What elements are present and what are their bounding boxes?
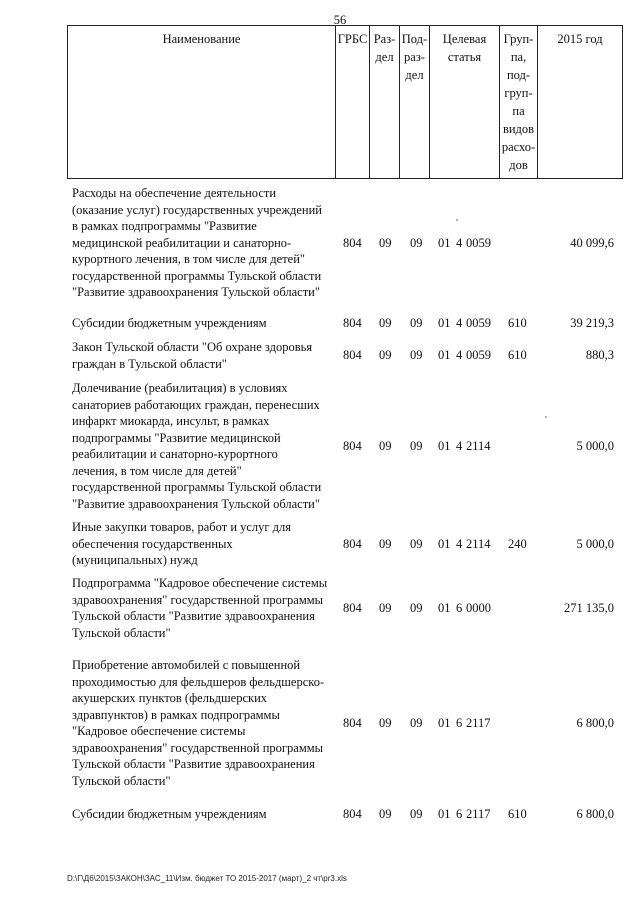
row-name-line: государственной программы Тульской области — [72, 268, 322, 283]
cell-grbs: 804 — [343, 236, 362, 250]
cell-podrazdel: 09 — [410, 601, 423, 615]
cell-cs-program: 01 — [438, 316, 451, 330]
cell-cs-subprogram: 6 — [456, 807, 463, 821]
row-name-line: подпрограммы "Развитие медицинской — [72, 430, 281, 445]
row-name-line: курортного лечения, в том числе для детей" — [72, 252, 306, 266]
row-name — [72, 380, 340, 512]
header-gruppa-line: Груп- — [503, 32, 534, 46]
cell-sum: 40 099,6 — [570, 236, 614, 250]
cell-cs-direction: 2114 — [466, 439, 491, 453]
cell-cs-program: 01 — [438, 348, 451, 362]
row-name-line: (муниципальных) нужд — [72, 553, 198, 567]
table-row — [72, 575, 616, 642]
row-name-line: (оказание услуг) государственных учреждений — [72, 202, 322, 217]
cell-vr: 610 — [508, 348, 527, 362]
row-name-line: проходимостью для фельдшеров фельдшерско- — [72, 674, 325, 689]
header-gruppa — [499, 26, 537, 178]
cell-cs-direction: 0059 — [466, 316, 491, 330]
scan-speck — [545, 416, 547, 418]
header-razdel-line: Раз- — [373, 32, 396, 46]
row-name-line: акушерских пунктов (фельдшерских — [72, 691, 268, 705]
cell-cs-subprogram: 4 — [456, 236, 463, 250]
row-name — [72, 519, 340, 569]
cell-sum: 6 800,0 — [576, 716, 614, 730]
row-name-line: здравпунктов) в рамках подпрограммы — [72, 707, 280, 722]
row-name-line: Расходы на обеспечение деятельности — [72, 186, 277, 200]
row-name-line: инфаркт миокарда, инсульт, в рамках — [72, 414, 270, 428]
header-grbs — [335, 26, 369, 178]
table-header — [67, 25, 623, 179]
row-name-line: обеспечения государственных — [72, 536, 233, 551]
cell-podrazdel: 09 — [410, 807, 423, 821]
cell-cs-direction: 2114 — [466, 537, 491, 551]
row-name-line: Закон Тульской области "Об охране здоровья — [72, 340, 313, 354]
cell-sum: 6 800,0 — [576, 807, 614, 821]
cell-cs-direction: 2117 — [466, 716, 491, 730]
cell-cs-subprogram: 6 — [456, 716, 463, 730]
row-name — [72, 575, 340, 641]
cell-grbs: 804 — [343, 439, 362, 453]
cell-cs-subprogram: 6 — [456, 601, 463, 615]
cell-cs-direction: 0059 — [466, 348, 491, 362]
cell-razdel: 09 — [379, 537, 392, 551]
header-year — [537, 26, 623, 178]
row-name-line: "Развитие здравоохранения Тульской области" — [72, 285, 320, 299]
table-row — [72, 185, 616, 301]
header-year-label: 2015 год — [557, 32, 603, 46]
row-name-line: "Развитие здравоохранения Тульской области" — [72, 496, 320, 511]
row-name-line: медицинской реабилитации и санаторно- — [72, 235, 292, 250]
row-name-line: Субсидии бюджетным учреждениям — [72, 807, 267, 821]
row-name-line: Субсидии бюджетным учреждениям — [72, 316, 267, 330]
cell-razdel: 09 — [379, 439, 392, 453]
header-gruppa-line: дов — [509, 158, 528, 172]
row-name-line: Долечивание (реабилитация) в условиях — [72, 381, 288, 395]
row-name-line: государственной программы Тульской области — [72, 480, 322, 494]
cell-grbs: 804 — [343, 316, 362, 330]
header-razdel-line: дел — [375, 50, 394, 64]
header-podrazdel — [399, 26, 429, 178]
row-name-line: Иные закупки товаров, работ и услуг для — [72, 520, 292, 534]
table-row — [72, 519, 616, 569]
row-name-line: здравоохранения" государственной программы — [72, 740, 324, 755]
cell-podrazdel: 09 — [410, 348, 423, 362]
table-row — [72, 806, 616, 824]
row-name-line: реабилитации и санаторно-курортного — [72, 447, 278, 461]
cell-grbs: 804 — [343, 601, 362, 615]
cell-cs-direction: 0059 — [466, 236, 491, 250]
row-name-line: санаториев работающих граждан, перенесших — [72, 397, 320, 412]
cell-podrazdel: 09 — [410, 316, 423, 330]
row-name-line: Тульской области" — [72, 773, 171, 788]
header-celevaya-line: статья — [447, 50, 482, 64]
row-name-line: граждан в Тульской области" — [72, 356, 227, 371]
row-name-line: здравоохранения" государственной программы — [72, 592, 324, 607]
cell-podrazdel: 09 — [410, 439, 423, 453]
cell-cs-program: 01 — [438, 236, 451, 250]
cell-podrazdel: 09 — [410, 236, 423, 250]
row-name — [72, 806, 340, 823]
cell-cs-program: 01 — [438, 439, 451, 453]
cell-cs-direction: 0000 — [466, 601, 491, 615]
cell-razdel: 09 — [379, 236, 392, 250]
cell-sum: 880,3 — [585, 348, 614, 362]
header-gruppa-line: груп- — [504, 86, 533, 100]
header-grbs-label: ГРБС — [337, 32, 368, 46]
cell-razdel: 09 — [379, 807, 392, 821]
table-row — [72, 657, 616, 790]
header-gruppa-line: расхо- — [501, 140, 536, 154]
row-name-line: в рамках подпрограммы "Развитие — [72, 219, 257, 233]
cell-cs-program: 01 — [438, 716, 451, 730]
header-gruppa-line: па, — [510, 50, 527, 64]
row-name-line: Приобретение автомобилей с повышенной — [72, 658, 301, 672]
cell-cs-program: 01 — [438, 601, 451, 615]
header-podrazdel-line: раз- — [404, 50, 425, 64]
header-razdel — [369, 26, 399, 178]
header-celevaya-line: Целевая — [442, 32, 487, 46]
cell-grbs: 804 — [343, 537, 362, 551]
table-row — [72, 315, 616, 333]
cell-cs-program: 01 — [438, 807, 451, 821]
cell-cs-direction: 2117 — [466, 807, 491, 821]
scan-speck — [456, 219, 458, 221]
cell-vr: 610 — [508, 316, 527, 330]
cell-sum: 271 135,0 — [564, 601, 614, 615]
file-path-footer: D:\Г\Д6\2015\ЗАКОН\ЗАС_11\Изм. бюджет ТО 2015-2017 (март)_2 чт\pr3.xls — [67, 874, 347, 883]
cell-sum: 39 219,3 — [570, 316, 614, 330]
cell-razdel: 09 — [379, 316, 392, 330]
header-podrazdel-line: дел — [405, 68, 424, 82]
header-celevaya — [429, 26, 499, 178]
row-name — [72, 315, 340, 332]
cell-cs-subprogram: 4 — [456, 316, 463, 330]
row-name-line: "Кадровое обеспечение системы — [72, 724, 246, 738]
row-name-line: Тульской области "Развитие здравоохранения — [72, 757, 315, 771]
cell-podrazdel: 09 — [410, 537, 423, 551]
header-podrazdel-line: Под- — [401, 32, 428, 46]
row-name — [72, 657, 340, 789]
row-name — [72, 339, 340, 372]
row-name-line: Подпрограмма "Кадровое обеспечение системы — [72, 576, 328, 590]
cell-razdel: 09 — [379, 348, 392, 362]
header-name-label: Наименование — [162, 32, 241, 46]
header-gruppa-line: под- — [506, 68, 531, 82]
table-row — [72, 380, 616, 513]
cell-sum: 5 000,0 — [576, 439, 614, 453]
cell-grbs: 804 — [343, 348, 362, 362]
cell-podrazdel: 09 — [410, 716, 423, 730]
cell-razdel: 09 — [379, 716, 392, 730]
cell-vr: 240 — [508, 537, 527, 551]
header-gruppa-line: видов — [502, 122, 535, 136]
cell-cs-subprogram: 4 — [456, 348, 463, 362]
cell-cs-subprogram: 4 — [456, 439, 463, 453]
table-row — [72, 339, 616, 373]
row-name-line: Тульской области "Развитие здравоохранения — [72, 609, 315, 623]
header-name — [67, 26, 335, 178]
cell-vr: 610 — [508, 807, 527, 821]
cell-cs-program: 01 — [438, 537, 451, 551]
header-gruppa-line: па — [512, 104, 525, 118]
cell-razdel: 09 — [379, 601, 392, 615]
row-name-line: лечения, в том числе для детей" — [72, 463, 242, 478]
row-name — [72, 185, 340, 301]
cell-cs-subprogram: 4 — [456, 537, 463, 551]
cell-grbs: 804 — [343, 807, 362, 821]
cell-sum: 5 000,0 — [576, 537, 614, 551]
cell-grbs: 804 — [343, 716, 362, 730]
page-number: 56 — [333, 13, 347, 27]
row-name-line: Тульской области" — [72, 625, 171, 640]
